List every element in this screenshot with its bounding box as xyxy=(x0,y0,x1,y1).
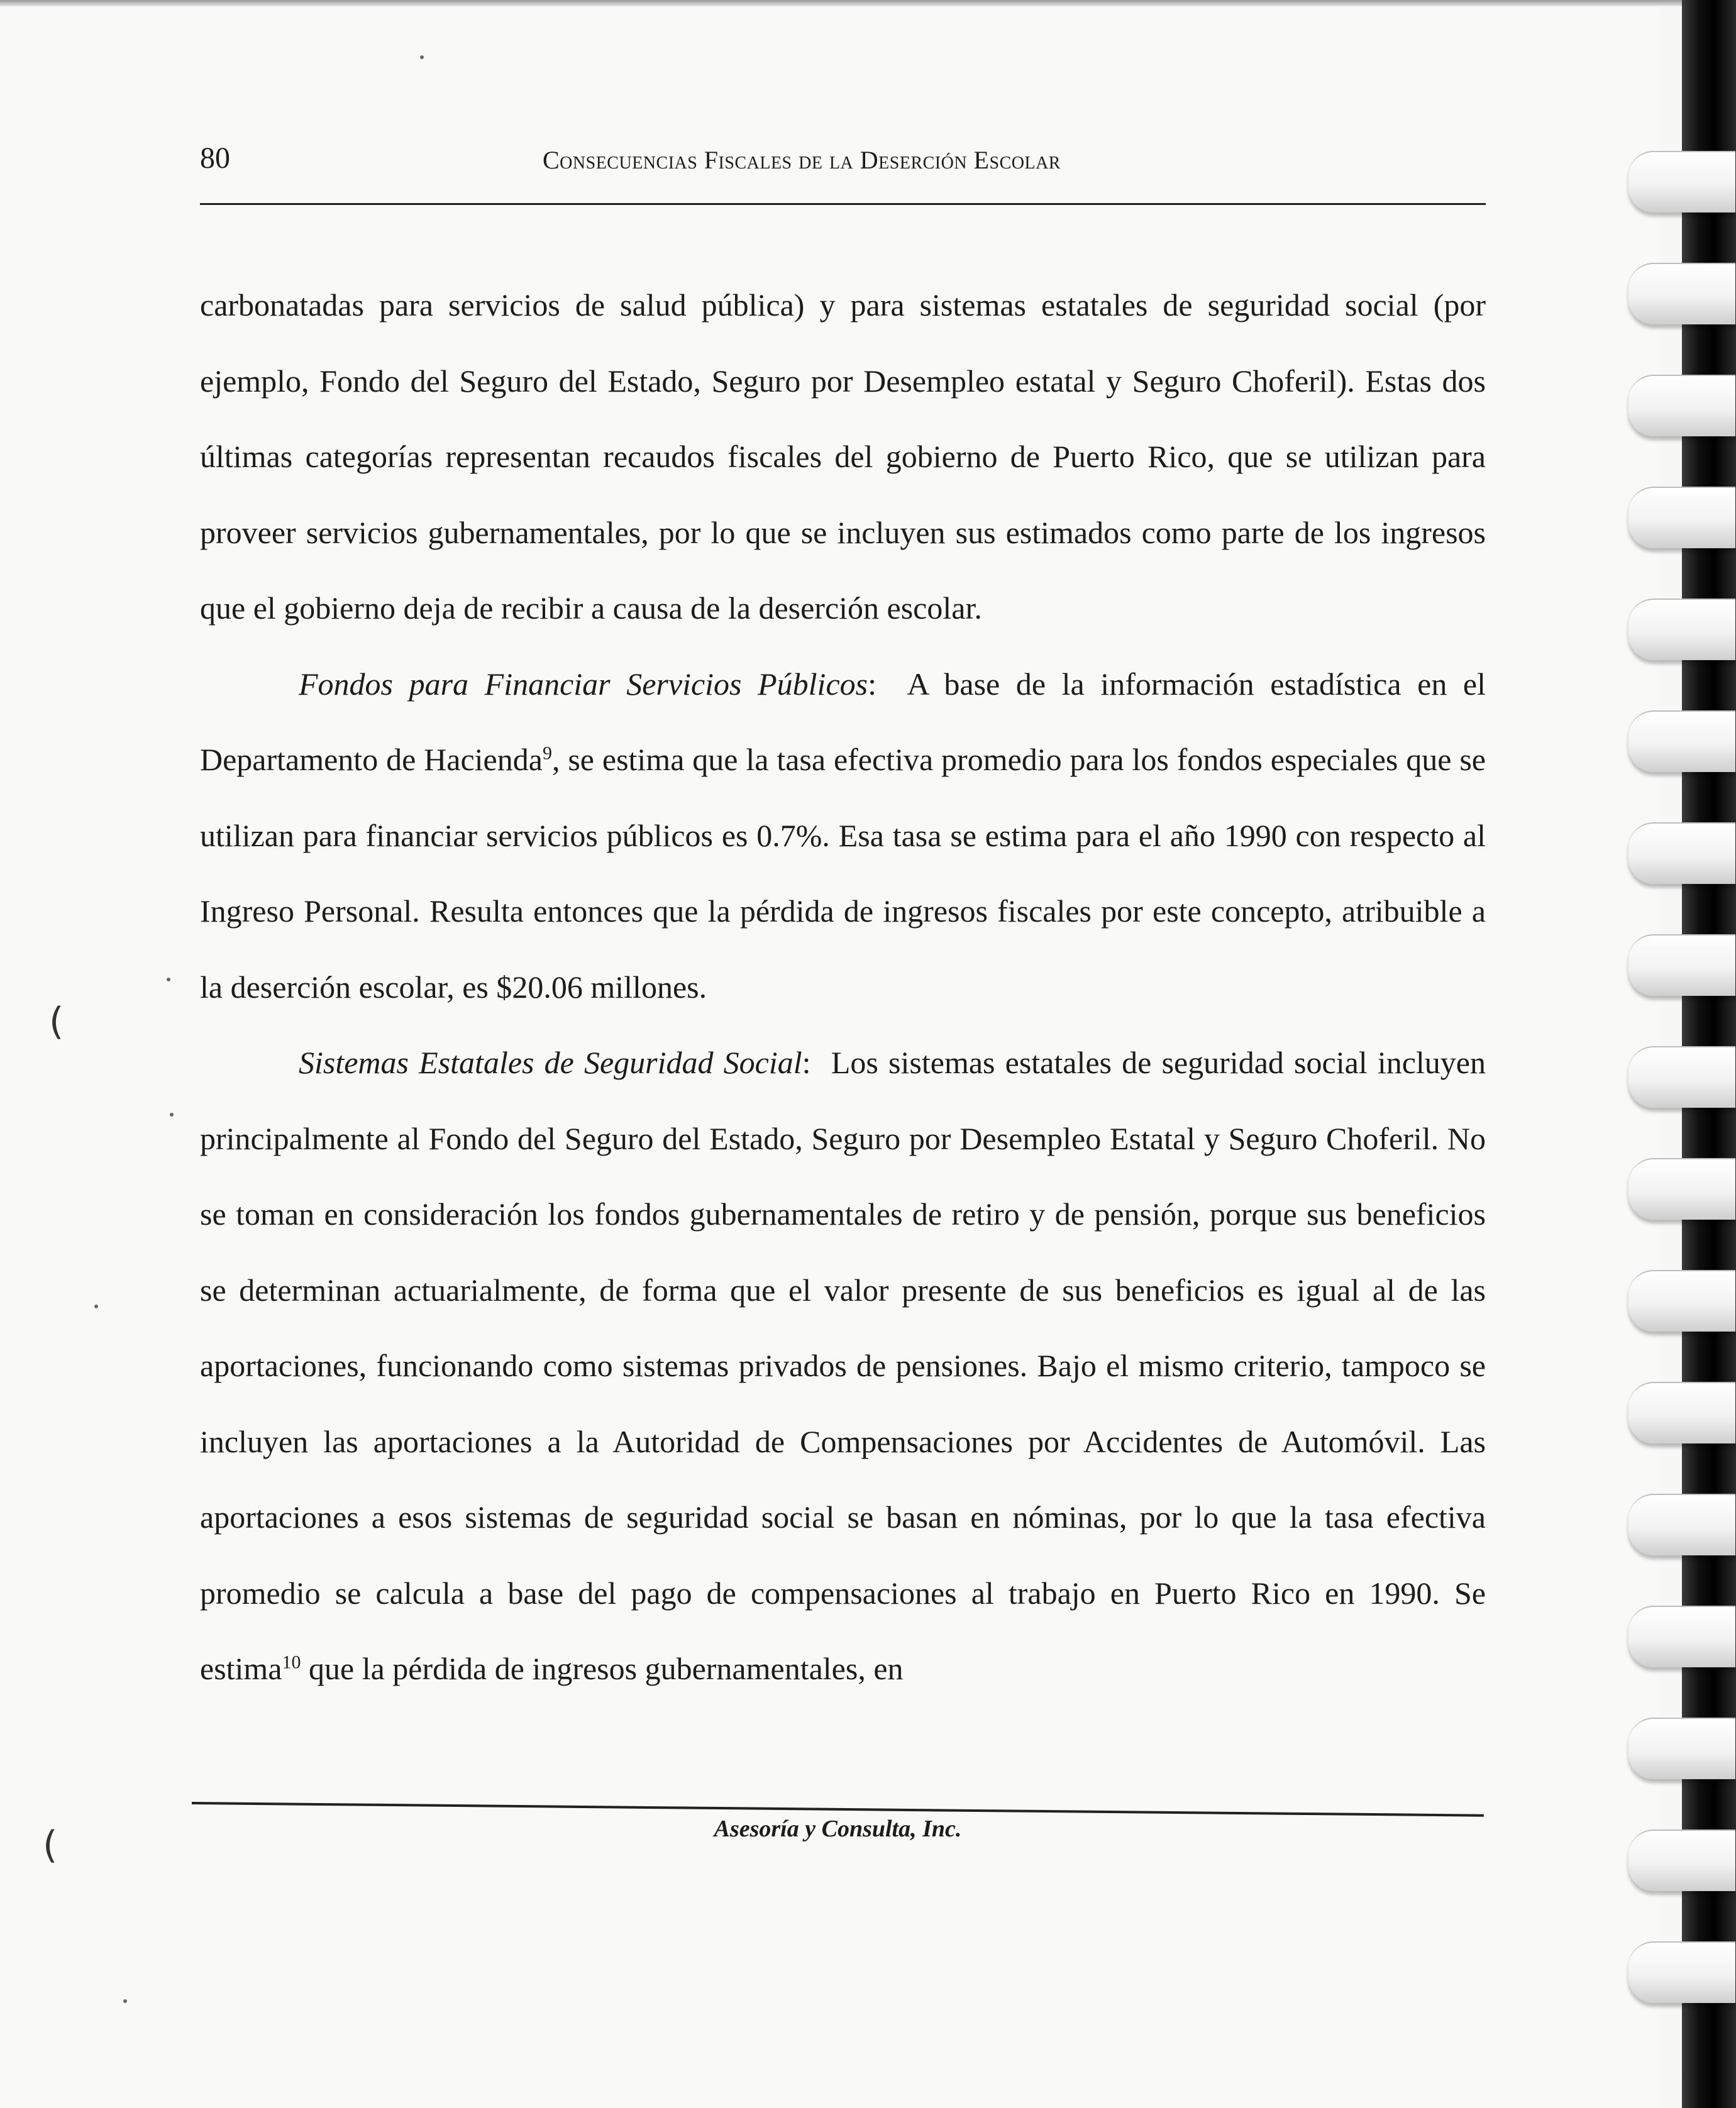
scan-speck xyxy=(170,1113,174,1117)
page-header xyxy=(200,140,1486,184)
scan-speck xyxy=(94,1305,98,1308)
binding-coil xyxy=(1628,822,1735,884)
scan-mark: ( xyxy=(43,1823,58,1867)
footnote-ref-10: 10 xyxy=(282,1652,301,1673)
scan-speck xyxy=(167,978,170,981)
paragraph-2-heading: Fondos para Financiar Servicios Públicos xyxy=(299,666,868,702)
scan-speck xyxy=(420,55,424,59)
binding-coil xyxy=(1628,1829,1735,1891)
binding-coil xyxy=(1628,263,1735,324)
paragraph-2-text-b: , se estima que la tasa efectiva promedio para los fondos especiales que se utilizan para financiar servicios públicos es 0.7%. Esa tasa se estima para el año 1990 con respecto al Ingreso Personal. Resulta entonces que la pérdida de ingresos fiscales por este concepto, atribuible a la deserción escolar, es $20.06 millones. xyxy=(200,742,1486,1005)
page-top-edge xyxy=(0,0,1736,6)
body-text xyxy=(200,267,1486,1707)
binding-coil xyxy=(1628,934,1735,996)
paragraph-3-heading: Sistemas Estatales de Seguridad Social xyxy=(299,1045,802,1080)
binding-coil xyxy=(1628,1941,1735,2003)
paragraph-3-text-a: Los sistemas estatales de seguridad social incluyen principalmente al Fondo del Seguro del Estado, Seguro por Desempleo Estatal y Seguro Choferil. No se toman en consideración los fondos gubernamentales de retiro y de pensión, porque sus beneficios se determinan actuarialmente, de forma que el valor presente de sus beneficios es igual al de las aportaciones, funcionando como sistemas privados de pensiones. Bajo el mismo criterio, tampoco se incluyen las aportaciones a la Autoridad de Compensaciones por Accidentes de Automóvil. Las aportaciones a esos sistemas de seguridad social se basan en nóminas, por lo que la tasa efectiva promedio se calcula a base del pago de compensaciones al trabajo en Puerto Rico en 1990. Se estima xyxy=(200,1045,1486,1686)
binding-coil xyxy=(1628,487,1735,548)
binding-coil xyxy=(1628,1158,1735,1220)
binding-coil xyxy=(1628,1494,1735,1555)
binding-coil xyxy=(1628,599,1735,660)
paragraph-2: Fondos para Financiar Servicios Públicos: A base de la información estadística en el Departamento de Hacienda$^9$, se estima que la tasa efectiva promedio para los fondos especiales que se utilizan para financiar servicios públicos es 0.7%. Esa tasa se estima para el año 1990 con respecto al Ingreso Personal. Resulta entonces que la pérdida de ingresos fiscales por este concepto, atribuible a la deserción escolar, es $20.06 millones. xyxy=(200,666,1486,1005)
page-number: 80 xyxy=(200,141,230,175)
paragraph-2-text-a: A base de la información estadística en el Departamento de Hacienda xyxy=(200,666,1486,777)
binding-coil xyxy=(1628,375,1735,436)
scan-mark: ( xyxy=(49,1000,64,1044)
header-rule xyxy=(200,203,1486,205)
binding-coil xyxy=(1628,1606,1735,1667)
scan-speck xyxy=(123,1999,127,2003)
paragraph-3-text-b: que la pérdida de ingresos gubernamentales, en xyxy=(301,1651,904,1686)
binding-coil xyxy=(1628,1382,1735,1443)
footer-text: Asesoría y Consulta, Inc. xyxy=(714,1816,962,1842)
binding-coil xyxy=(1628,151,1735,212)
paragraph-3: Sistemas Estatales de Seguridad Social: Los sistemas estatales de seguridad social incluyen principalmente al Fondo del Seguro del Estado, Seguro por Desempleo Estatal y Seguro Choferil. No se toman en consideración los fondos gubernamentales de retiro y de pensión, porque sus beneficios se determinan actuarialmente, de forma que el valor presente de sus beneficios es igual al de las aportaciones, funcionando como sistemas privados de pensiones. Bajo el mismo criterio, tampoco se incluyen las aportaciones a la Autoridad de Compensaciones por Accidentes de Automóvil. Las aportaciones a esos sistemas de seguridad social se basan en nóminas, por lo que la tasa efectiva promedio se calcula a base del pago de compensaciones al trabajo en Puerto Rico en 1990. Se estima$^{10}$ que la pérdida de ingresos gubernamentales, en xyxy=(200,1045,1486,1686)
paragraph-1: carbonatadas para servicios de salud pública) y para sistemas estatales de seguridad social (por ejemplo, Fondo del Seguro del Estado, Seguro por Desempleo estatal y Seguro Choferil). Estas dos últimas categorías representan recaudos fiscales del gobierno de Puerto Rico, que se utilizan para proveer servicios gubernamentales, por lo que se incluyen sus estimados como parte de los ingresos que el gobierno deja de recibir a causa de la deserción escolar. xyxy=(200,287,1486,626)
binding-coil xyxy=(1628,1270,1735,1332)
footnote-ref-9: 9 xyxy=(542,742,552,764)
binding-coil xyxy=(1628,710,1735,772)
running-title: Consecuencias Fiscales de la Deserción Escolar xyxy=(543,146,1061,174)
spiral-binding xyxy=(1610,0,1736,2108)
binding-coil xyxy=(1628,1046,1735,1108)
binding-coil xyxy=(1628,1718,1735,1779)
